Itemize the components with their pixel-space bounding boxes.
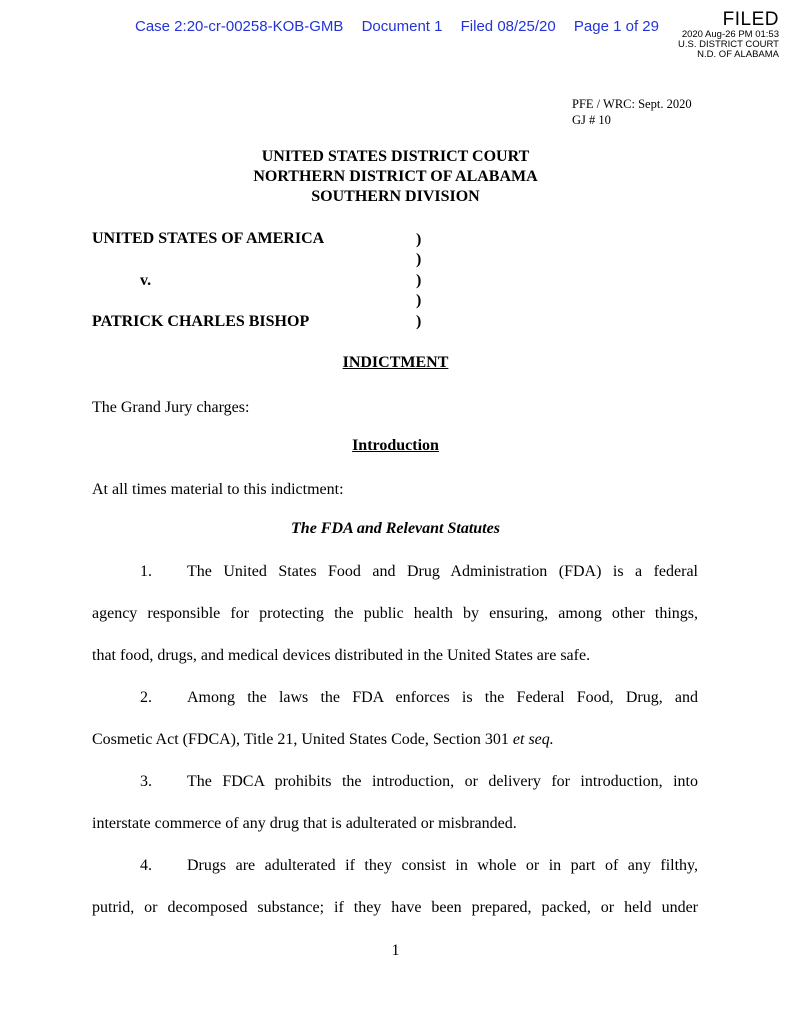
- paragraph-line-text: Cosmetic Act (FDCA), Title 21, United States Code, Section 301: [92, 731, 513, 748]
- paragraph-number: 1.: [140, 563, 152, 580]
- caption-paren: ): [416, 313, 422, 330]
- paragraph-line: interstate commerce of any drug that is adulterated or misbranded.: [92, 815, 517, 832]
- filed-date: Filed 08/25/20: [460, 18, 556, 35]
- intro-text: At all times material to this indictment:: [92, 481, 344, 498]
- paragraph-line: that food, drugs, and medical devices distributed in the United States are safe.: [92, 647, 591, 664]
- caption-defendant: PATRICK CHARLES BISHOP: [92, 313, 310, 330]
- section-heading-label: The FDA and Relevant Statutes: [291, 520, 500, 537]
- paragraph-line: Drugs are adulterated if they consist in whole or in part of any filthy,: [187, 857, 698, 874]
- paragraph-number: 2.: [140, 689, 152, 706]
- reference-block: [572, 96, 692, 128]
- caption-plaintiff: UNITED STATES OF AMERICA: [92, 230, 325, 247]
- filed-district: N.D. OF ALABAMA: [697, 48, 779, 60]
- indictment-title: INDICTMENT: [342, 354, 449, 371]
- court-line-3: SOUTHERN DIVISION: [311, 188, 480, 205]
- caption-paren: ): [416, 251, 422, 268]
- introduction-label: Introduction: [352, 437, 439, 454]
- grand-jury-text: The Grand Jury charges:: [92, 399, 250, 416]
- caption-versus: v.: [140, 272, 152, 289]
- section-heading: [0, 520, 791, 538]
- filing-stamp-header: [135, 18, 659, 35]
- introduction-heading: [0, 437, 791, 455]
- court-heading: [0, 147, 791, 207]
- court-line-2: NORTHERN DISTRICT OF ALABAMA: [253, 168, 538, 185]
- document-number: Document 1: [361, 18, 443, 35]
- paragraph-line: The United States Food and Drug Administration (FDA) is a federal: [187, 563, 698, 580]
- paragraph-line: putrid, or decomposed substance; if they have been prepared, packed, or held under: [92, 899, 698, 916]
- filed-stamp: [678, 10, 779, 60]
- paragraph-number: 4.: [140, 857, 152, 874]
- paragraph-number: 3.: [140, 773, 152, 790]
- paragraph-line: [92, 731, 554, 749]
- filed-court: U.S. DISTRICT COURT: [678, 38, 779, 50]
- paragraph-line: agency responsible for protecting the public health by ensuring, among other things,: [92, 605, 698, 622]
- case-number: Case 2:20-cr-00258-KOB-GMB: [135, 18, 344, 35]
- court-line-1: UNITED STATES DISTRICT COURT: [261, 148, 530, 165]
- page-indicator: Page 1 of 29: [573, 18, 659, 35]
- reference-line-1: PFE / WRC: Sept. 2020: [572, 97, 692, 111]
- page-number: 1: [391, 942, 400, 959]
- paragraph-line: Among the laws the FDA enforces is the Federal Food, Drug, and: [187, 689, 698, 706]
- caption-paren: ): [416, 292, 422, 309]
- paragraph-line: The FDCA prohibits the introduction, or delivery for introduction, into: [187, 773, 698, 790]
- filed-timestamp: 2020 Aug-26 PM 01:53: [681, 28, 779, 40]
- filed-title: FILED: [722, 9, 779, 30]
- document-title: [0, 354, 791, 372]
- caption-paren: ): [416, 272, 422, 289]
- et-seq-italic: et seq.: [512, 731, 554, 748]
- reference-line-2: GJ # 10: [572, 113, 611, 127]
- caption-paren: ): [416, 231, 422, 248]
